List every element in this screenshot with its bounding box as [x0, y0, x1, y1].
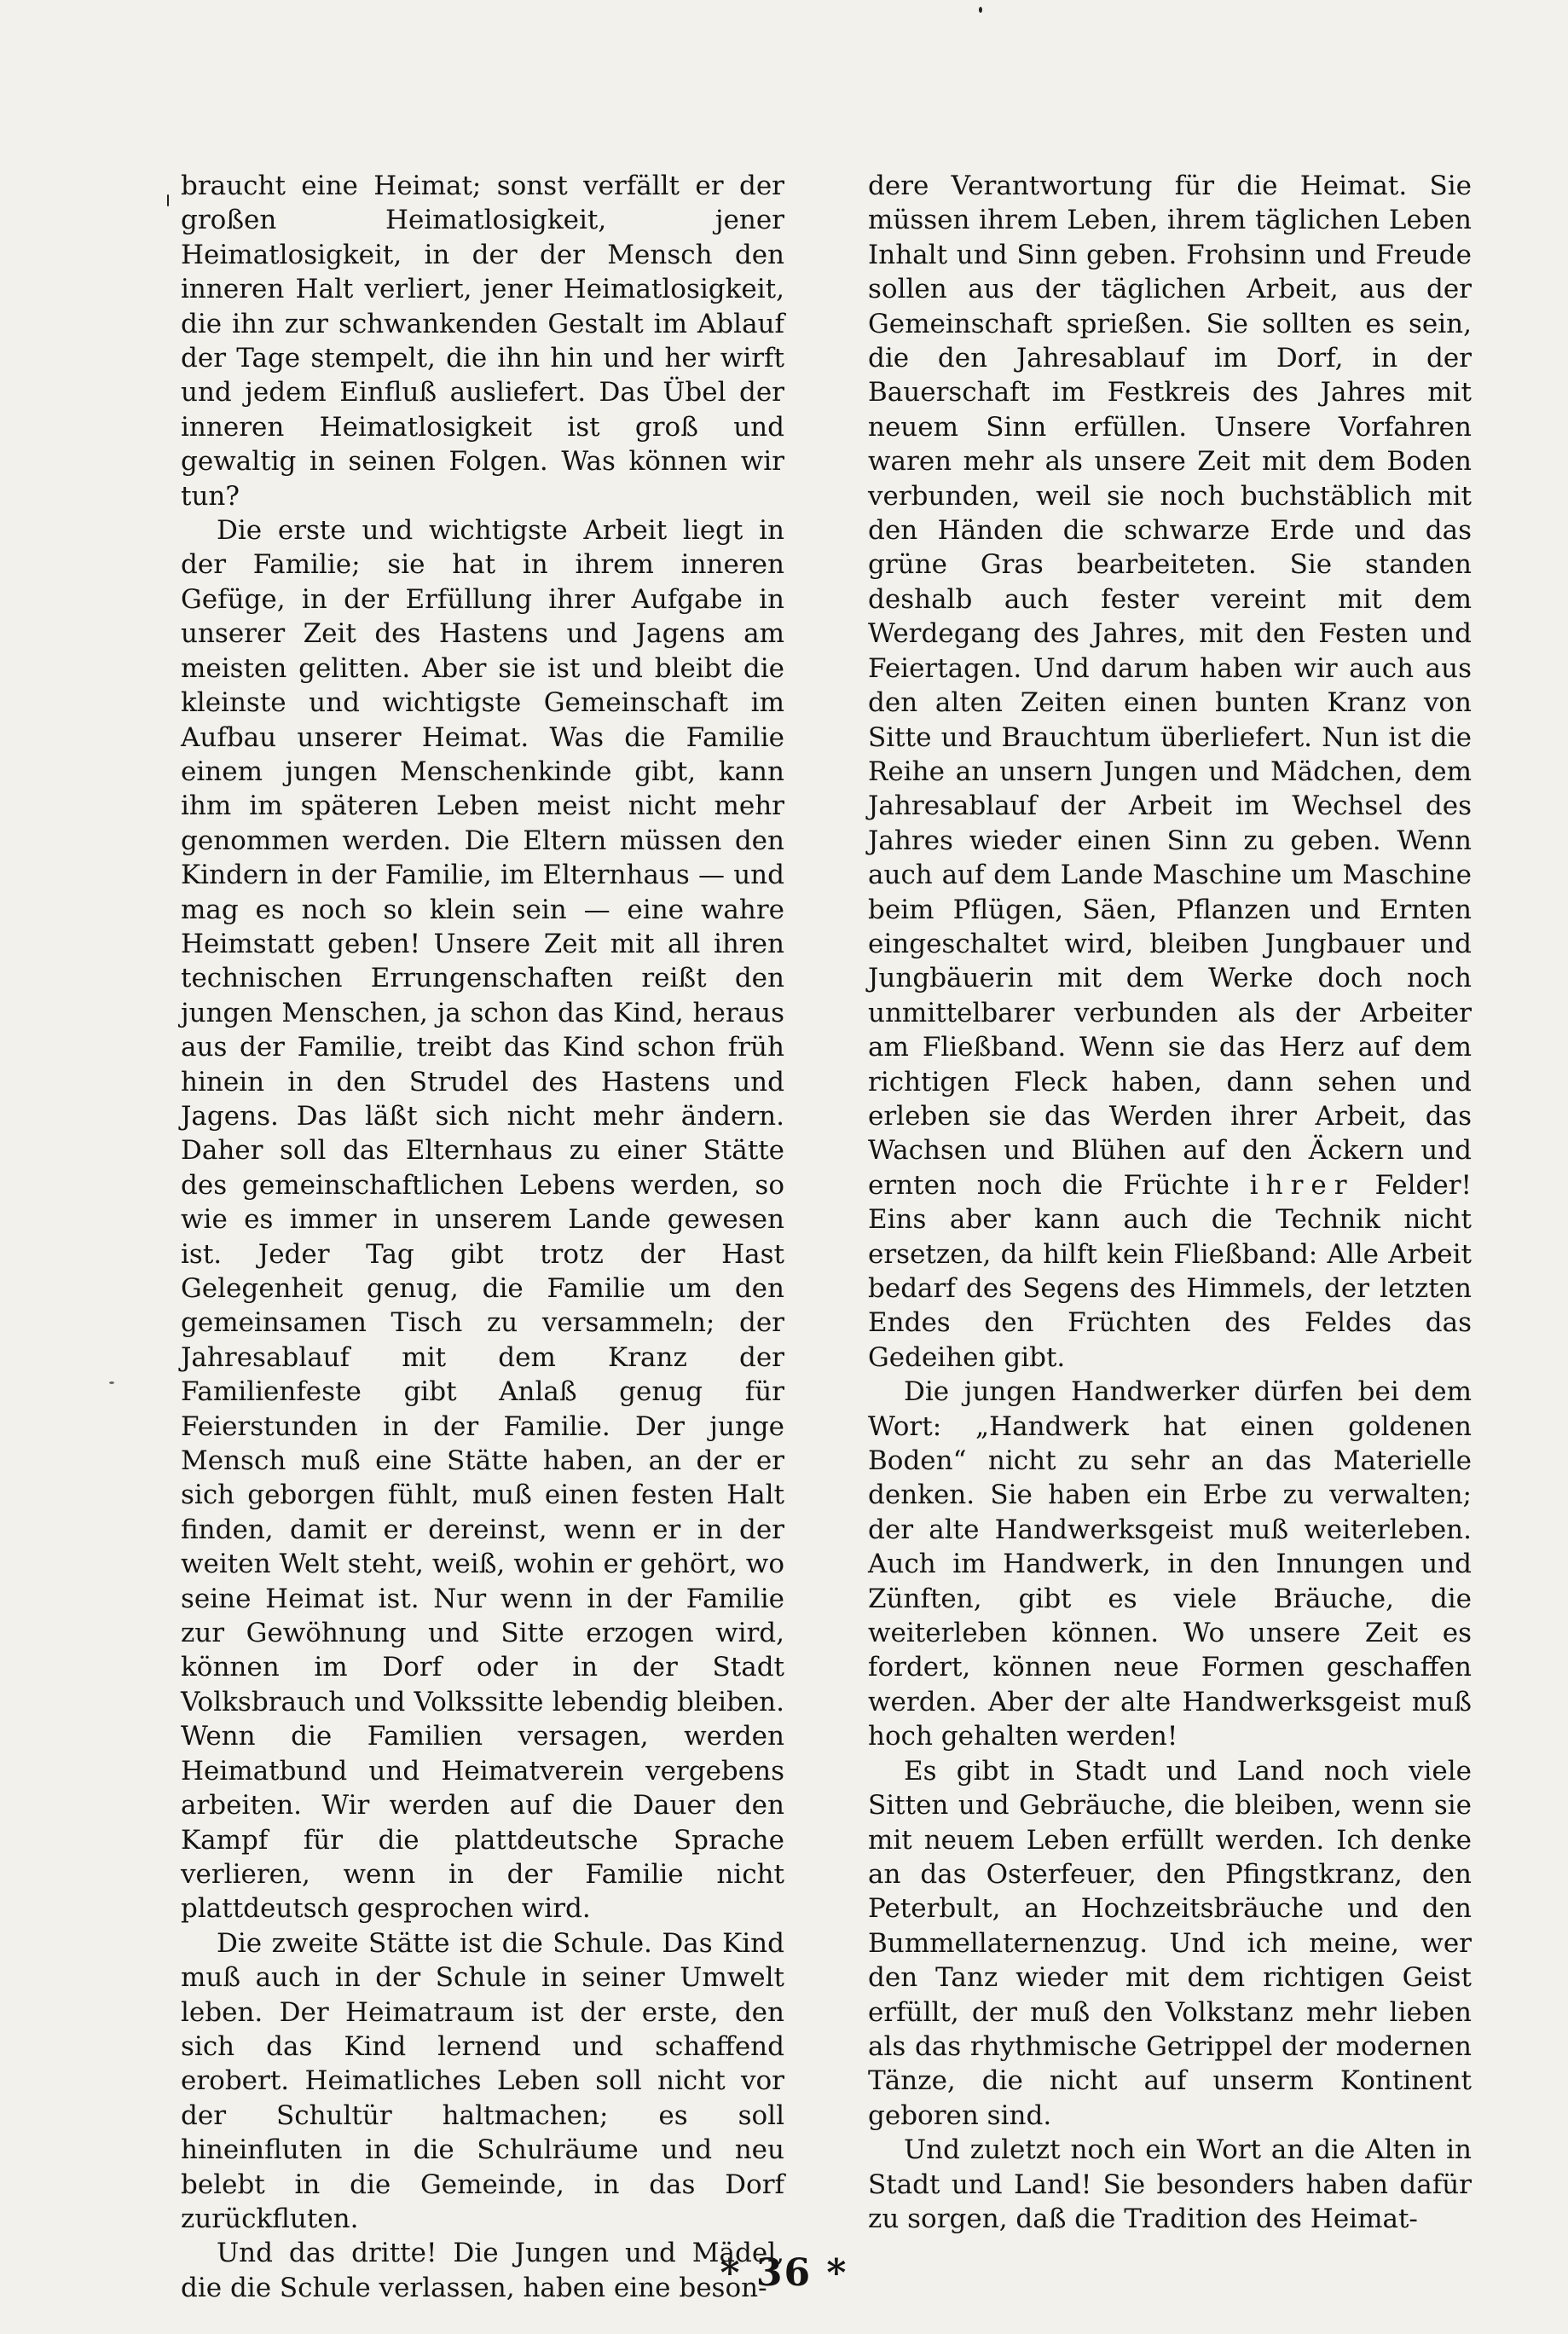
print-speck — [167, 194, 169, 206]
paragraph: Die jungen Handwerker dürfen bei dem Wort: „Handwerk hat einen goldenen Boden“ nicht zu sehr an das Materielle denken. Sie haben ein Erbe zu verwalten; der alte Handwerksgeist muß weiterleben. Auch im Handwerk, in den Innungen und Zünften, gibt es viele Bräuche, die weiterleben können. Wo unsere Zeit es fordert, können neue Formen geschaffen werden. Aber der alte Handwerksgeist muß hoch gehalten werden! — [868, 1376, 1472, 1752]
left-column — [181, 169, 784, 2305]
paragraph: Und das dritte! Die Jungen und Mädel, die die Schule verlassen, haben eine beson- — [181, 2238, 784, 2303]
paragraph-text: Felder! Eins aber kann auch die Technik nicht ersetzen, da hilft kein Fließband: Alle Arbeit bedarf des Segens des Himmels, der letzten Endes den Früchten des Feldes das Gedeihen gibt. — [868, 1169, 1472, 1373]
print-speck — [109, 1381, 114, 1384]
right-column — [868, 169, 1472, 2236]
paragraph: Die erste und wichtigste Arbeit liegt in der Familie; sie hat in ihrem inneren Gefüge, in der Erfüllung ihrer Aufgabe in unserer Zeit des Hastens und Jagens am meisten gelitten. Aber sie ist und bleibt die kleinste und wichtigste Gemeinschaft im Aufbau unserer Heimat. Was die Familie einem jungen Menschenkinde gibt, kann ihm im späteren Leben meist nicht mehr genommen werden. Die Eltern müssen den Kindern in der Familie, im Elternhaus — und mag es noch so klein sein — eine wahre Heimstatt geben! Unsere Zeit mit all ihren technischen Errungenschaften reißt den jungen Menschen, ja schon das Kind, heraus aus der Familie, treibt das Kind schon früh hinein in den Strudel des Hastens und Jagens. Das läßt sich nicht mehr ändern. Daher soll das Elternhaus zu einer Stätte des gemeinschaftlichen Lebens werden, so wie es immer in unserem Lande gewesen ist. Jeder Tag gibt trotz der Hast Gelegenheit genug, die Familie um den gemeinsamen Tisch zu versammeln; der Jahresablauf mit dem Kranz der Familienfeste gibt Anlaß genug für Feierstunden in der Familie. Der junge Mensch muß eine Stätte haben, an der er sich geborgen fühlt, muß einen festen Halt finden, damit er dereinst, wenn er in der weiten Welt steht, weiß, wohin er gehört, wo seine Heimat ist. Nur wenn in der Familie zur Gewöhnung und Sitte erzogen wird, können im Dorf oder in der Stadt Volksbrauch und Volkssitte lebendig bleiben. Wenn die Familien versagen, werden Heimatbund und Heimatverein vergebens arbeiten. Wir werden auf die Dauer den Kampf für die plattdeutsche Sprache verlieren, wenn in der Familie nicht plattdeutsch gesprochen wird. — [181, 515, 784, 1925]
page-number: * 36 * — [720, 2251, 848, 2295]
paragraph: Es gibt in Stadt und Land noch viele Sitten und Gebräuche, die bleiben, wenn sie mit neuem Leben erfüllt werden. Ich denke an das Osterfeuer, den Pfingstkranz, den Peterbult, an Hochzeitsbräuche und den Bummellaternenzug. Und ich meine, wer den Tanz wieder mit dem richtigen Geist erfüllt, der muß den Volkstanz mehr lieben als das rhythmische Getrippel der modernen Tänze, die nicht auf unserm Kontinent geboren sind. — [868, 1755, 1472, 2131]
print-speck — [979, 7, 982, 13]
paragraph: braucht eine Heimat; sonst verfällt er der großen Heimatlosigkeit, jener Heimatlosigkeit, in der der Mensch den inneren Halt verliert, jener Heimatlosigkeit, die ihn zur schwankenden Gestalt im Ablauf der Tage stempelt, die ihn hin und her wirft und jedem Einfluß ausliefert. Das Übel der inneren Heimatlosigkeit ist groß und gewaltig in seinen Folgen. Was können wir tun? — [181, 171, 784, 512]
paragraph: Die zweite Stätte ist die Schule. Das Kind muß auch in der Schule in seiner Umwelt leben. Der Heimatraum ist der erste, den sich das Kind lernend und schaffend erobert. Heimatliches Leben soll nicht vor der Schultür haltmachen; es soll hineinfluten in die Schulräume und neu belebt in die Gemeinde, in das Dorf zurückfluten. — [181, 1927, 784, 2234]
spaced-emphasis: ihrer — [1249, 1169, 1355, 1201]
paragraph-text: dere Verantwortung für die Heimat. Sie müssen ihrem Leben, ihrem täglichen Leben Inhalt und Sinn geben. Frohsinn und Freude sollen aus der täglichen Arbeit, aus der Gemeinschaft sprießen. Sie sollten es sein, die den Jahresablauf im Dorf, in der Bauerschaft im Festkreis des Jahres mit neuem Sinn erfüllen. Unsere Vorfahren waren mehr als unsere Zeit mit dem Boden verbunden, weil sie noch buchstäblich mit den Händen die schwarze Erde und das grüne Gras bearbeiteten. Sie standen deshalb auch fester vereint mit dem Werdegang des Jahres, mit den Festen und Feiertagen. Und darum haben wir auch aus den alten Zeiten einen bunten Kranz von Sitte und Brauchtum überliefert. Nun ist die Reihe an unsern Jungen und Mädchen, dem Jahresablauf der Arbeit im Wechsel des Jahres wieder einen Sinn zu geben. Wenn auch auf dem Lande Maschine um Maschine beim Pflügen, Säen, Pflanzen und Ernten eingeschaltet wird, bleiben Jungbauer und Jungbäuerin mit dem Werke doch noch unmittelbarer verbunden als der Arbeiter am Fließband. Wenn sie das Herz auf dem richtigen Fleck haben, dann sehen und erleben sie das Werden ihrer Arbeit, das Wachsen und Blühen auf den Äckern und ernten noch die Früchte — [868, 171, 1472, 1201]
paragraph: Und zuletzt noch ein Wort an die Alten in Stadt und Land! Sie besonders haben dafür zu sorgen, daß die Tradition des Heimat- — [868, 2134, 1472, 2234]
paragraph — [868, 169, 1472, 1375]
